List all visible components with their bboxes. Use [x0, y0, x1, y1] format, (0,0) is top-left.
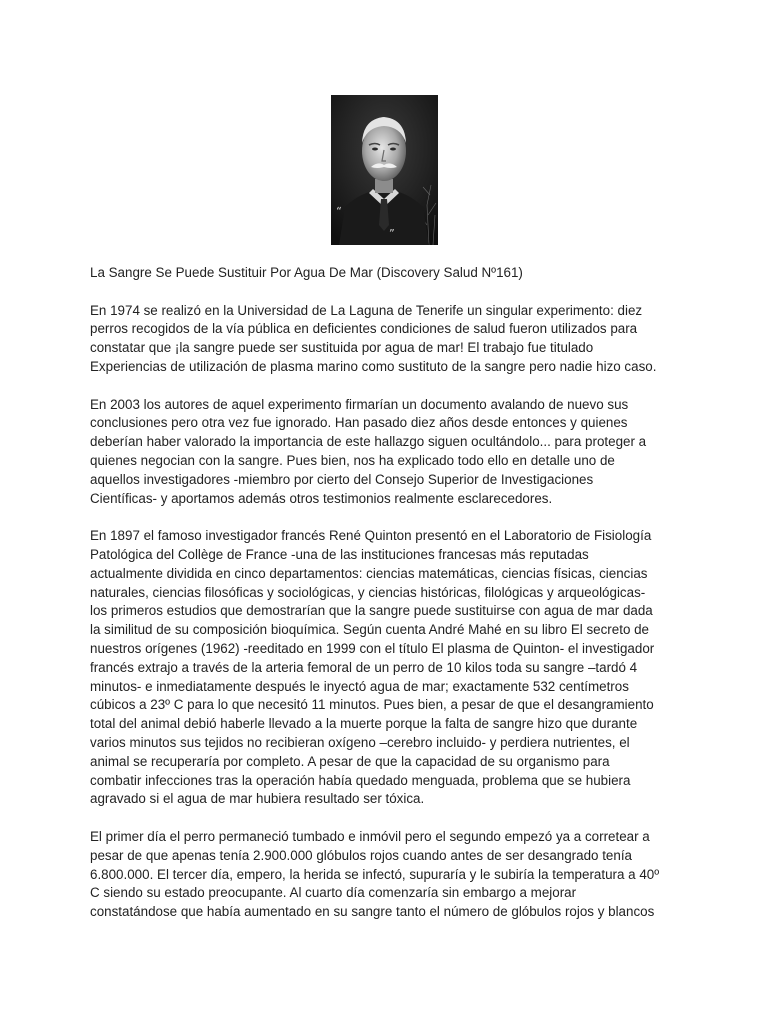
text-line: deberían haber valorado la importancia de este hallazgo siguen ocultándolo... para proteger a — [90, 434, 647, 450]
text-line: constatar que ¡la sangre puede ser sustituida por agua de mar! El trabajo fue titulado — [90, 340, 594, 356]
text-line: los primeros estudios que demostrarían que la sangre puede sustituirse con agua de mar dada — [90, 603, 653, 619]
text-line: Experiencias de utilización de plasma marino como sustituto de la sangre pero nadie hizo caso. — [90, 358, 657, 374]
portrait-photo — [331, 95, 438, 245]
text-line: varios minutos sus tejidos no recibieran oxígeno –cerebro incluido- y perdiera nutrientes, el — [90, 734, 630, 750]
text-line: constatándose que había aumentado en su sangre tanto el número de glóbulos rojos y blancos — [90, 904, 655, 920]
text-line: C siendo su estado preocupante. Al cuarto día comenzaría sin embargo a mejorar — [90, 885, 577, 901]
svg-text:”: ” — [389, 227, 395, 240]
text-line: actualmente dividida en cinco departamentos: ciencias matemáticas, ciencias físicas, ciencias — [90, 565, 648, 581]
text-line: quienes negocian con la sangre. Pues bien, nos ha explicado todo ello en detalle uno de — [90, 452, 615, 468]
paragraph — [90, 396, 690, 509]
text-line: minutos- e inmediatamente después le inyectó agua de mar; exactamente 532 centímetros — [90, 678, 629, 694]
paragraph — [90, 527, 690, 809]
paragraph — [90, 828, 690, 922]
article-body — [90, 264, 690, 941]
paragraph — [90, 302, 690, 377]
text-line: la similitud de su composición bioquímica. Según cuenta André Mahé en su libro El secreto de — [90, 622, 649, 638]
article-title: La Sangre Se Puede Sustituir Por Agua De Mar (Discovery Salud Nº161) — [90, 265, 523, 280]
text-line: En 1897 el famoso investigador francés René Quinton presentó en el Laboratorio de Fisiología — [90, 528, 652, 544]
text-line: 6.800.000. El tercer día, empero, la herida se infectó, supuraría y le subiría la temperatura a 40º — [90, 866, 660, 882]
svg-text:“: “ — [336, 205, 342, 218]
text-line: aquellos investigadores -miembro por cierto del Consejo Superior de Investigaciones — [90, 471, 594, 487]
portrait-illustration — [331, 95, 438, 245]
text-line: Científicas- y aportamos además otros testimonios realmente esclarecedores. — [90, 490, 553, 506]
text-line: El primer día el perro permaneció tumbado e inmóvil pero el segundo empezó ya a corretear a — [90, 828, 650, 844]
text-line: combatir infecciones tras la operación había quedado menguada, problema que se hubiera — [90, 772, 631, 788]
text-line: pesar de que apenas tenía 2.900.000 glóbulos rojos cuando antes de ser desangrado tenía — [90, 847, 632, 863]
text-line: conclusiones pero otra vez fue ignorado. Han pasado diez años desde entonces y quienes — [90, 415, 628, 431]
text-line: perros recogidos de la vía pública en deficientes condiciones de salud fueron utilizados para — [90, 321, 638, 337]
text-line: En 1974 se realizó en la Universidad de La Laguna de Tenerife un singular experimento: diez — [90, 302, 643, 318]
text-line: Patológica del Collège de France -una de las instituciones francesas más reputadas — [90, 546, 589, 562]
text-line: nuestros orígenes (1962) -reeditado en 1999 con el título El plasma de Quinton- el investigador — [90, 640, 655, 656]
text-line: animal se recuperaría por completo. A pesar de que la capacidad de su organismo para — [90, 753, 610, 769]
text-line: francés extrajo a través de la arteria femoral de un perro de 10 kilos toda su sangre –tardó 4 — [90, 659, 638, 675]
text-line: agravado si el agua de mar hubiera resultado ser tóxica. — [90, 791, 425, 807]
text-line: En 2003 los autores de aquel experimento firmarían un documento avalando de nuevo sus — [90, 396, 629, 412]
text-line: naturales, ciencias filosóficas y sociológicas, y ciencias históricas, filológicas y arqueológicas- — [90, 584, 646, 600]
text-line: total del animal debió haberle llevado a la muerte porque la falta de sangre hizo que durante — [90, 716, 638, 732]
text-line: cúbicos a 23º C para lo que necesitó 11 minutos. Pues bien, a pesar de que el desangramiento — [90, 697, 654, 713]
